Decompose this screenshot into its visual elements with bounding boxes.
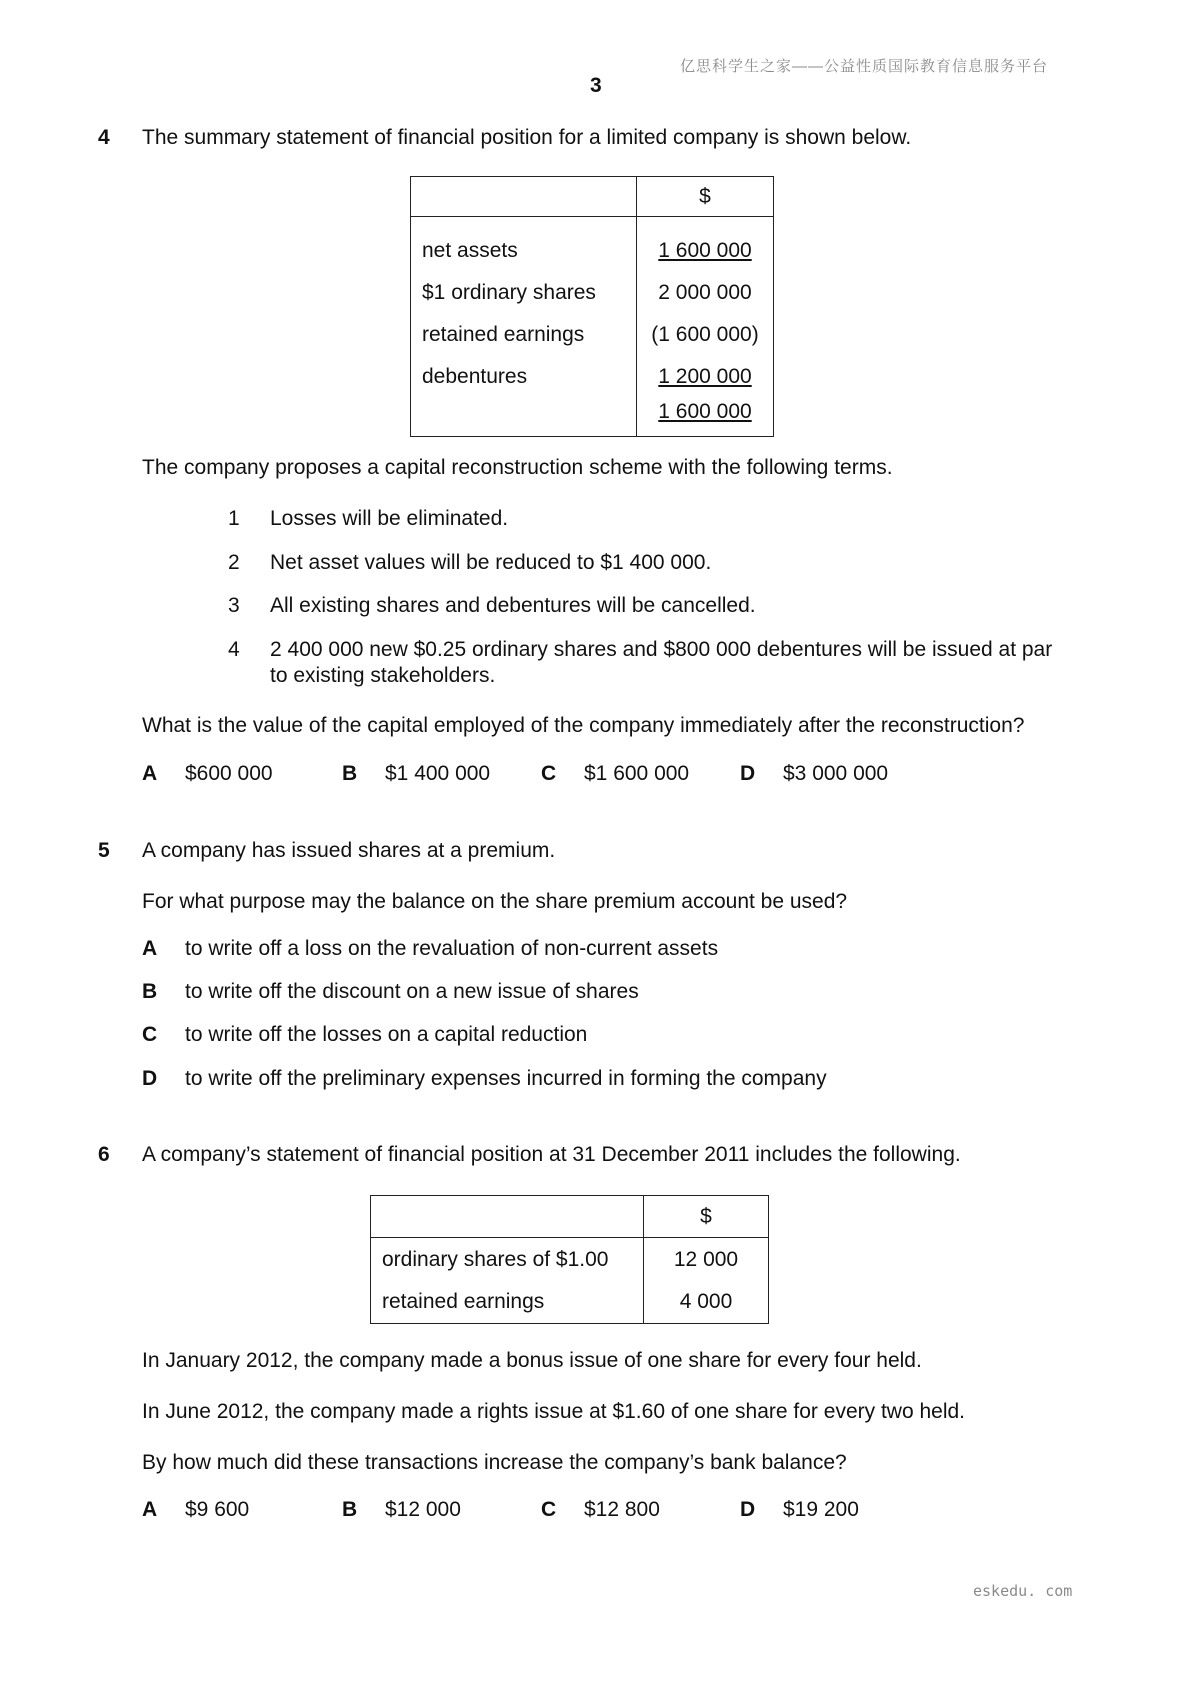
q4-option-letter: D <box>740 762 756 785</box>
q6-option-text: $9 600 <box>185 1498 250 1521</box>
q4-row-value: 1 600 000 <box>658 238 752 262</box>
q5-option-text: to write off a loss on the revaluation of non-current assets <box>185 937 719 960</box>
q4-option-text: $3 000 000 <box>783 762 889 785</box>
question-6-number: 6 <box>98 1143 110 1166</box>
q4-row-value: 1 200 000 <box>658 364 752 388</box>
q4-term-text: Net asset values will be reduced to $1 400 000. <box>270 551 712 574</box>
q4-option-text: $600 000 <box>185 762 273 785</box>
question-4-prompt: What is the value of the capital employed of the company immediately after the reconstruction? <box>142 714 1025 737</box>
footer-note: eskedu. com <box>973 1582 1073 1600</box>
q4-term-number: 3 <box>228 594 240 617</box>
q4-header-blank <box>411 177 637 217</box>
q6-option-letter: A <box>142 1498 158 1521</box>
question-6-prompt: By how much did these transactions increase the company’s bank balance? <box>142 1451 847 1474</box>
q4-row-label <box>411 389 637 437</box>
q4-option-letter: B <box>342 762 358 785</box>
header-note: 亿思科学生之家——公益性质国际教育信息服务平台 <box>680 58 1049 75</box>
q6-row-label: retained earnings <box>371 1282 644 1324</box>
q4-term-number: 4 <box>228 638 240 661</box>
q6-option-text: $19 200 <box>783 1498 859 1521</box>
q5-option-text: to write off the discount on a new issue of shares <box>185 980 639 1003</box>
q4-term-number: 2 <box>228 551 240 574</box>
q4-scheme-intro: The company proposes a capital reconstruction scheme with the following terms. <box>142 456 893 479</box>
q4-option-letter: C <box>541 762 557 785</box>
question-6-intro: A company’s statement of financial position at 31 December 2011 includes the following. <box>142 1143 961 1166</box>
question-5-number: 5 <box>98 839 110 862</box>
page-number: 3 <box>590 74 602 97</box>
q4-row-value: 2 000 000 <box>637 263 774 305</box>
q4-row-label: net assets <box>411 217 637 263</box>
question-5-intro: A company has issued shares at a premium. <box>142 839 556 862</box>
q4-option-text: $1 600 000 <box>584 762 690 785</box>
q4-financial-table <box>410 176 774 437</box>
question-4-number: 4 <box>98 126 110 149</box>
q6-paragraph-2: In June 2012, the company made a rights issue at $1.60 of one share for every two held. <box>142 1400 965 1423</box>
q5-option-text: to write off the preliminary expenses incurred in forming the company <box>185 1067 827 1090</box>
q6-option-text: $12 800 <box>584 1498 660 1521</box>
q4-term-number: 1 <box>228 507 240 530</box>
q5-option-letter: C <box>142 1023 158 1046</box>
q4-row-label: retained earnings <box>411 305 637 347</box>
q4-option-letter: A <box>142 762 158 785</box>
q5-option-text: to write off the losses on a capital reduction <box>185 1023 588 1046</box>
q4-row-value: 1 600 000 <box>658 400 752 424</box>
q4-option-text: $1 400 000 <box>385 762 491 785</box>
question-4-intro: The summary statement of financial position for a limited company is shown below. <box>142 126 912 149</box>
q4-col-header: $ <box>637 177 774 217</box>
q5-option-letter: B <box>142 980 158 1003</box>
q6-option-letter: C <box>541 1498 557 1521</box>
q6-paragraph-1: In January 2012, the company made a bonus issue of one share for every four held. <box>142 1349 922 1372</box>
q6-financial-table <box>370 1195 769 1324</box>
q4-term-text: 2 400 000 new $0.25 ordinary shares and $800 000 debentures will be issued at par <box>270 638 1053 661</box>
question-5-prompt: For what purpose may the balance on the share premium account be used? <box>142 890 848 913</box>
q6-row-value: 4 000 <box>644 1282 769 1324</box>
q6-option-letter: B <box>342 1498 358 1521</box>
q6-row-label: ordinary shares of $1.00 <box>371 1238 644 1282</box>
q6-row-value: 12 000 <box>644 1238 769 1282</box>
q6-col-header: $ <box>644 1196 769 1238</box>
q4-row-value: (1 600 000) <box>637 305 774 347</box>
q4-term-text-continued: to existing stakeholders. <box>270 664 496 687</box>
q4-term-text: All existing shares and debentures will be cancelled. <box>270 594 756 617</box>
q6-option-letter: D <box>740 1498 756 1521</box>
q5-option-letter: D <box>142 1067 158 1090</box>
q6-header-blank <box>371 1196 644 1238</box>
q5-option-letter: A <box>142 937 158 960</box>
q4-row-label: $1 ordinary shares <box>411 263 637 305</box>
q4-row-label: debentures <box>411 347 637 389</box>
q4-term-text: Losses will be eliminated. <box>270 507 509 530</box>
q6-option-text: $12 000 <box>385 1498 461 1521</box>
